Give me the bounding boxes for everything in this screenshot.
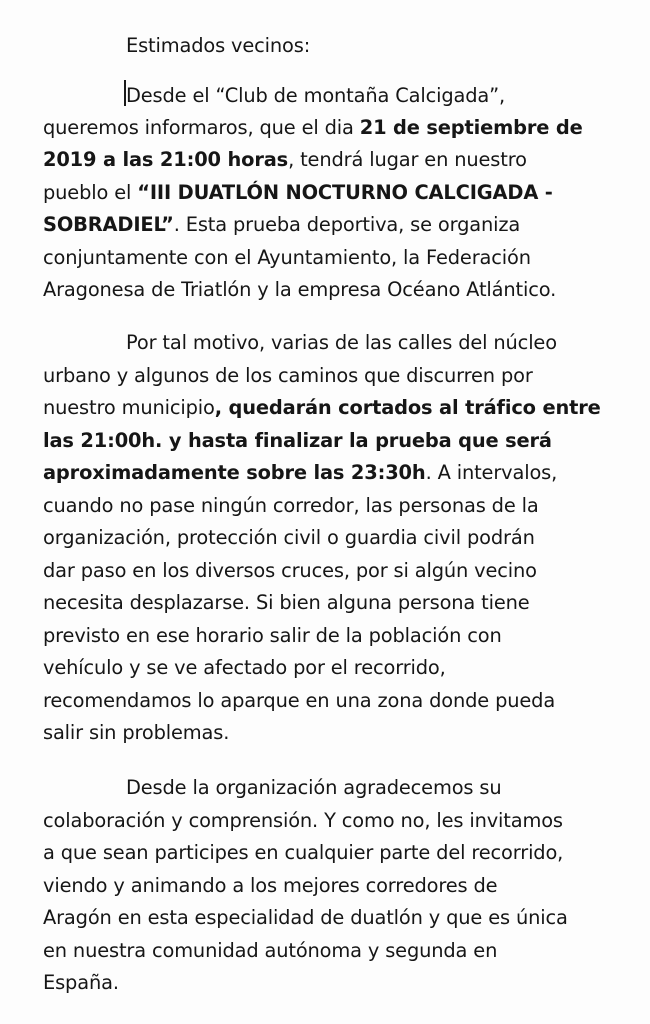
salutation: Estimados vecinos: (126, 34, 311, 57)
p2-line-2: urbano y algunos de los caminos que discurren por (43, 364, 533, 387)
p2-line-5-text: . A intervalos, (425, 461, 558, 484)
p2-line-9: necesita desplazarse. Si bien alguna persona tiene (43, 591, 530, 614)
p1-line-4-text: pueblo el (43, 181, 138, 204)
p1-line-5 (43, 213, 520, 237)
p1-line-6: conjuntamente con el Ayuntamiento, la Federación (43, 246, 531, 269)
p2-line-3 (43, 396, 601, 420)
p1-line-1: Desde el “Club de montaña Calcigada”, (126, 84, 506, 107)
p1-line-2-bold: 21 de septiembre de (359, 116, 583, 139)
p1-line-2-text: queremos informaros, que el dia (43, 116, 360, 139)
p1-line-3 (43, 148, 527, 172)
p2-line-3-text: nuestro municipio (43, 396, 215, 419)
p2-line-3-bold: , quedarán cortados al tráfico entre (214, 396, 601, 419)
p1-line-4 (43, 181, 553, 205)
p2-line-8: dar paso en los diversos cruces, por si algún vecino (43, 559, 537, 582)
p3-line-1: Desde la organización agradecemos su (126, 776, 502, 799)
p2-line-1: Por tal motivo, varias de las calles del núcleo (126, 331, 557, 354)
p2-line-12: recomendamos lo aparque en una zona donde pueda (43, 689, 556, 712)
p1-line-3-bold: 2019 a las 21:00 horas (43, 148, 289, 171)
p1-line-5-text: . Esta prueba deportiva, se organiza (173, 213, 521, 236)
p3-line-7: España. (43, 971, 119, 994)
p3-line-4: viendo y animando a los mejores corredores de (43, 874, 498, 897)
p1-line-2 (43, 116, 583, 140)
p3-line-6: en nuestra comunidad autónoma y segunda en (43, 939, 498, 962)
p2-line-5-bold: aproximadamente sobre las 23:30h (43, 461, 426, 484)
p2-line-4-bold: las 21:00h. y hasta finalizar la prueba que será (43, 429, 552, 452)
p2-line-13: salir sin problemas. (43, 721, 230, 744)
p1-line-4-bold: “III DUATLÓN NOCTURNO CALCIGADA - (137, 181, 553, 204)
p3-line-5: Aragón en esta especialidad de duatlón y que es única (43, 906, 568, 929)
p2-line-10: previsto en ese horario salir de la población con (43, 624, 502, 647)
p2-line-7: organización, protección civil o guardia civil podrán (43, 526, 535, 549)
p2-line-4 (43, 429, 552, 453)
p2-line-5 (43, 461, 557, 485)
p3-line-3: a que sean participes en cualquier parte del recorrido, (43, 841, 564, 864)
p1-line-7: Aragonesa de Triatlón y la empresa Océano Atlántico. (43, 278, 557, 301)
p2-line-6: cuando no pase ningún corredor, las personas de la (43, 494, 539, 517)
p1-line-3-text: , tendrá lugar en nuestro (288, 148, 527, 171)
p2-line-11: vehículo y se ve afectado por el recorrido, (43, 656, 446, 679)
p1-line-5-bold: SOBRADIEL” (43, 213, 174, 236)
p3-line-2: colaboración y comprensión. Y como no, les invitamos (43, 809, 563, 832)
